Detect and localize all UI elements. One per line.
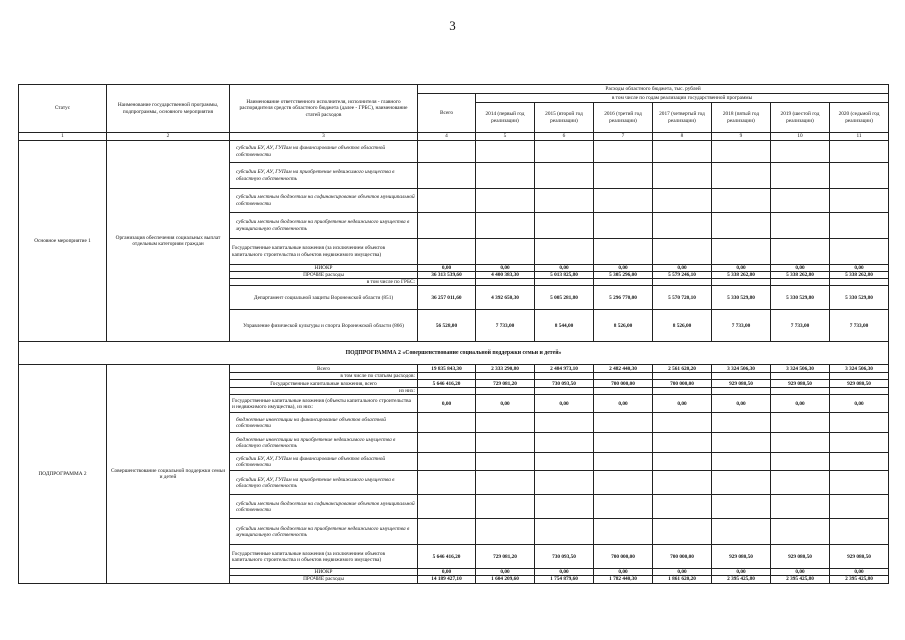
cell-year-value [830,433,889,453]
cell-year-value [535,239,594,265]
cell-year-value [771,279,830,286]
cell-year-value [476,189,535,213]
cell-year-value: 8 526,00 [653,310,712,342]
cell-year-value: 0,00 [653,395,712,413]
cell-year-value: 1 754 879,60 [535,576,594,583]
col-number: 11 [830,133,889,141]
cell-total: 14 189 427,10 [418,576,476,583]
cell-year-value [830,471,889,495]
col-number: 1 [19,133,107,141]
cell-year-value [771,471,830,495]
cell-total: 0,00 [418,569,476,576]
cell-year-value: 1 861 620,20 [653,576,712,583]
cell-year-value [830,388,889,395]
cell-year-value [830,495,889,519]
cell-year-value: 2 395 425,80 [830,576,889,583]
cell-year-value [712,413,771,433]
cell-year-value: 5 305 296,00 [594,272,653,279]
cell-year-value [771,239,830,265]
cell-year-value: 0,00 [535,265,594,272]
cell-year-value: 0,00 [535,395,594,413]
budget-table [18,84,889,584]
cell-year-value: 2 484 973,10 [535,365,594,373]
cell-year-value [535,279,594,286]
header-total: Всего [418,94,476,133]
cell-year-value [535,519,594,545]
cell-year-value [653,433,712,453]
cell-total: 36 313 539,60 [418,272,476,279]
cell-total: 0,00 [418,395,476,413]
header-year: 2016 (третий год реализации) [594,103,653,133]
header-year: 2020 (седьмой год реализации) [830,103,889,133]
cell-year-value [535,373,594,380]
cell-year-value: 0,00 [535,569,594,576]
cell-total: 0,00 [418,265,476,272]
cell-year-value [535,213,594,239]
cell-total [418,413,476,433]
cell-year-value: 5 338 262,80 [712,272,771,279]
cell-year-value: 1 604 209,60 [476,576,535,583]
cell-year-value [535,388,594,395]
cell-year-value: 700 000,00 [653,545,712,569]
cell-total: 5 646 416,20 [418,545,476,569]
cell-year-value: 700 000,00 [653,380,712,388]
cell-year-value: 5 330 529,80 [712,286,771,310]
cell-year-value: 5 570 720,10 [653,286,712,310]
cell-year-value: 3 324 506,30 [830,365,889,373]
cell-year-value: 0,00 [771,395,830,413]
cell-year-value [535,413,594,433]
col-number: 5 [476,133,535,141]
row-label: ПРОЧИЕ расходы [230,272,418,279]
cell-year-value [535,471,594,495]
cell-year-value [535,453,594,471]
cell-total [418,373,476,380]
cell-year-value [771,373,830,380]
cell-year-value: 0,00 [830,395,889,413]
cell-year-value: 730 093,50 [535,380,594,388]
page-number: 3 [449,18,456,33]
cell-year-value [653,413,712,433]
cell-year-value [771,495,830,519]
row-label: субсидии местным бюджетам на приобретение недвижимого имущества в муниципальную собственность [230,519,418,545]
cell-year-value: 0,00 [476,395,535,413]
cell-total [418,433,476,453]
cell-year-value: 8 526,00 [594,310,653,342]
row-label: в том числе по ГРБС: [230,279,418,286]
cell-year-value: 2 395 425,80 [712,576,771,583]
cell-year-value: 4 400 383,30 [476,272,535,279]
cell-year-value: 700 000,00 [594,380,653,388]
row-label: субсидии местным бюджетам на софинансирование объектов муниципальной собственности [230,495,418,519]
cell-year-value [653,213,712,239]
cell-year-value: 929 080,50 [771,545,830,569]
cell-year-value: 929 080,50 [830,380,889,388]
cell-year-value: 730 093,50 [535,545,594,569]
header-status: Статус [19,85,107,133]
cell-year-value: 5 330 529,80 [771,286,830,310]
header-program-name: Наименование государственной программы, подпрограммы, основного мероприятия [107,85,230,133]
cell-year-value [535,189,594,213]
cell-total [418,471,476,495]
header-expenses: Расходы областного бюджета, тыс. рублей [418,85,889,94]
cell-year-value [712,141,771,163]
cell-year-value [594,453,653,471]
cell-year-value [594,141,653,163]
row-label: Департамент социальной защиты Воронежской области (851) [230,286,418,310]
cell-total [418,163,476,189]
row-label: Государственные капитальные вложения (за исключением объектов капитального строительства и объектов недвижимого имущества) [230,545,418,569]
cell-year-value [476,239,535,265]
cell-year-value [476,433,535,453]
cell-year-value: 0,00 [476,265,535,272]
cell-year-value [476,519,535,545]
cell-year-value [535,163,594,189]
cell-total: 5 646 416,20 [418,380,476,388]
section1-name: Организация обеспечения социальных выплат отдельным категориям граждан [107,141,230,342]
row-label: Всего [230,365,418,373]
cell-year-value [594,413,653,433]
cell-year-value [653,163,712,189]
cell-year-value [830,373,889,380]
cell-year-value [653,495,712,519]
cell-year-value [594,279,653,286]
cell-year-value [476,163,535,189]
cell-year-value [712,388,771,395]
section1-row [19,141,889,163]
row-label: в том числе по статьям расходов: [230,373,418,380]
cell-year-value: 7 733,00 [476,310,535,342]
cell-year-value [594,433,653,453]
cell-year-value [712,471,771,495]
cell-year-value [771,433,830,453]
section1-status: Основное мероприятие 1 [19,141,107,342]
cell-year-value: 3 324 506,30 [771,365,830,373]
col-number: 2 [107,133,230,141]
cell-total [418,189,476,213]
cell-year-value: 7 733,00 [712,310,771,342]
cell-year-value: 4 392 650,30 [476,286,535,310]
cell-year-value [653,453,712,471]
cell-year-value: 2 333 290,80 [476,365,535,373]
row-label: субсидии местным бюджетам на приобретение недвижимого имущества в муниципальную собственность [230,213,418,239]
subprogram-title-row [19,342,889,365]
cell-year-value: 7 733,00 [771,310,830,342]
cell-year-value [712,519,771,545]
cell-year-value: 0,00 [653,265,712,272]
cell-year-value [653,373,712,380]
cell-year-value: 5 579 246,10 [653,272,712,279]
cell-year-value [535,433,594,453]
cell-year-value: 0,00 [594,265,653,272]
header-year: 2019 (шестой год реализации) [771,103,830,133]
header-year: 2018 (пятый год реализации) [712,103,771,133]
cell-total [418,141,476,163]
cell-total [418,519,476,545]
cell-year-value: 3 324 506,30 [712,365,771,373]
row-label: Управление физической культуры и спорта Воронежской области (866) [230,310,418,342]
cell-year-value: 729 081,20 [476,545,535,569]
cell-year-value [712,163,771,189]
cell-year-value [830,213,889,239]
cell-year-value [476,453,535,471]
cell-total [418,453,476,471]
cell-year-value: 0,00 [594,395,653,413]
row-label: Государственные капитальные вложения (за исключением объектов капитального строительства и объектов недвижимого имущества) [230,239,418,265]
cell-total: 19 835 843,30 [418,365,476,373]
col-number: 9 [712,133,771,141]
header-year: 2015 (второй год реализации) [535,103,594,133]
row-label: субсидии БУ, АУ, ГУПам на финансирование объектов областной собственности [230,141,418,163]
header-executor: Наименование ответственного исполнителя, исполнителя - главного распорядителя средств областного бюджета (далее - ГРБС), наименование статей расходов [230,85,418,133]
cell-year-value: 2 482 440,30 [594,365,653,373]
cell-year-value: 5 296 770,00 [594,286,653,310]
cell-year-value: 0,00 [830,569,889,576]
cell-year-value: 0,00 [594,569,653,576]
cell-year-value [653,519,712,545]
cell-year-value [476,213,535,239]
row-label: ПРОЧИЕ расходы [230,576,418,583]
cell-year-value: 929 080,50 [830,545,889,569]
cell-year-value: 8 544,00 [535,310,594,342]
cell-year-value: 929 080,50 [712,380,771,388]
row-label: Государственные капитальные вложения, всего [230,380,418,388]
cell-year-value [653,141,712,163]
cell-year-value [594,373,653,380]
cell-year-value: 5 338 262,80 [771,272,830,279]
cell-year-value [653,471,712,495]
cell-year-value: 5 338 262,80 [830,272,889,279]
cell-year-value: 5 005 281,80 [535,286,594,310]
row-label: субсидии местным бюджетам на софинансирование объектов муниципальной собственности [230,189,418,213]
cell-year-value [712,213,771,239]
cell-year-value [476,279,535,286]
cell-year-value [476,388,535,395]
cell-year-value [771,141,830,163]
cell-year-value [771,388,830,395]
cell-total: 56 528,00 [418,310,476,342]
section2-row [19,365,889,373]
cell-year-value [830,413,889,433]
cell-year-value: 0,00 [830,265,889,272]
cell-year-value: 0,00 [712,569,771,576]
cell-year-value [830,189,889,213]
row-label: субсидии БУ, АУ, ГУПам на приобретение недвижимого имущества в областную собственность [230,471,418,495]
cell-year-value [535,495,594,519]
cell-year-value [476,141,535,163]
cell-year-value [653,189,712,213]
cell-year-value: 0,00 [653,569,712,576]
cell-year-value: 0,00 [771,265,830,272]
cell-year-value: 0,00 [476,569,535,576]
cell-year-value: 729 081,20 [476,380,535,388]
cell-year-value: 5 013 825,80 [535,272,594,279]
col-number: 8 [653,133,712,141]
cell-year-value [653,279,712,286]
cell-year-value [712,239,771,265]
row-label: Государственные капитальные вложения (объекты капитального строительства и недвижимого имущества), из них: [230,395,418,413]
cell-year-value [771,189,830,213]
cell-year-value [712,433,771,453]
cell-year-value [830,163,889,189]
cell-year-value [712,279,771,286]
header-by-years: в том числе по годам реализации государственной программы [476,94,889,103]
cell-total [418,495,476,519]
cell-year-value: 1 782 440,30 [594,576,653,583]
cell-year-value [712,373,771,380]
cell-year-value [594,519,653,545]
row-label: субсидии БУ, АУ, ГУПам на приобретение недвижимого имущества в областную собственность [230,163,418,189]
cell-year-value [830,239,889,265]
cell-year-value [476,413,535,433]
cell-year-value [830,519,889,545]
row-label: субсидии БУ, АУ, ГУПам на финансирование объектов областной собственности [230,453,418,471]
col-number: 4 [418,133,476,141]
subprogram-title: ПОДПРОГРАММА 2 «Совершенствование социальной поддержки семьи и детей» [19,342,889,365]
cell-year-value [653,239,712,265]
cell-year-value [653,388,712,395]
cell-year-value [771,413,830,433]
cell-year-value [594,388,653,395]
cell-year-value [712,189,771,213]
cell-year-value [830,141,889,163]
row-label: НИОКР [230,265,418,272]
cell-year-value: 0,00 [771,569,830,576]
cell-year-value: 929 080,50 [771,380,830,388]
cell-year-value [771,519,830,545]
row-label: НИОКР [230,569,418,576]
col-number: 6 [535,133,594,141]
col-number: 7 [594,133,653,141]
cell-total: 36 257 011,60 [418,286,476,310]
cell-year-value [594,213,653,239]
col-number: 10 [771,133,830,141]
cell-total [418,388,476,395]
cell-year-value: 5 330 529,80 [830,286,889,310]
row-label: бюджетные инвестиции на приобретение недвижимого имущества в областную собственность [230,433,418,453]
header-year: 2014 (первый год реализации) [476,103,535,133]
cell-year-value: 700 000,00 [594,545,653,569]
cell-year-value [830,279,889,286]
cell-year-value [594,189,653,213]
cell-year-value [712,495,771,519]
row-label: из них: [230,388,418,395]
col-number: 3 [230,133,418,141]
cell-year-value: 2 561 620,20 [653,365,712,373]
cell-year-value [771,213,830,239]
section2-name: Совершенствование социальной поддержки семьи и детей [107,365,230,583]
section2-status: ПОДПРОГРАММА 2 [19,365,107,583]
cell-year-value [594,163,653,189]
cell-year-value [594,495,653,519]
cell-total [418,239,476,265]
cell-year-value [771,163,830,189]
cell-year-value [476,471,535,495]
cell-total [418,279,476,286]
cell-year-value [476,495,535,519]
cell-year-value [594,471,653,495]
cell-year-value [476,373,535,380]
cell-year-value: 2 395 425,80 [771,576,830,583]
cell-year-value: 0,00 [712,265,771,272]
cell-total [418,213,476,239]
cell-year-value [830,453,889,471]
header-year: 2017 (четвертый год реализации) [653,103,712,133]
cell-year-value [771,453,830,471]
cell-year-value [535,141,594,163]
cell-year-value: 929 080,50 [712,545,771,569]
cell-year-value: 7 733,00 [830,310,889,342]
cell-year-value: 0,00 [712,395,771,413]
cell-year-value [712,453,771,471]
row-label: бюджетные инвестиции на финансирование объектов областной собственности [230,413,418,433]
cell-year-value [594,239,653,265]
